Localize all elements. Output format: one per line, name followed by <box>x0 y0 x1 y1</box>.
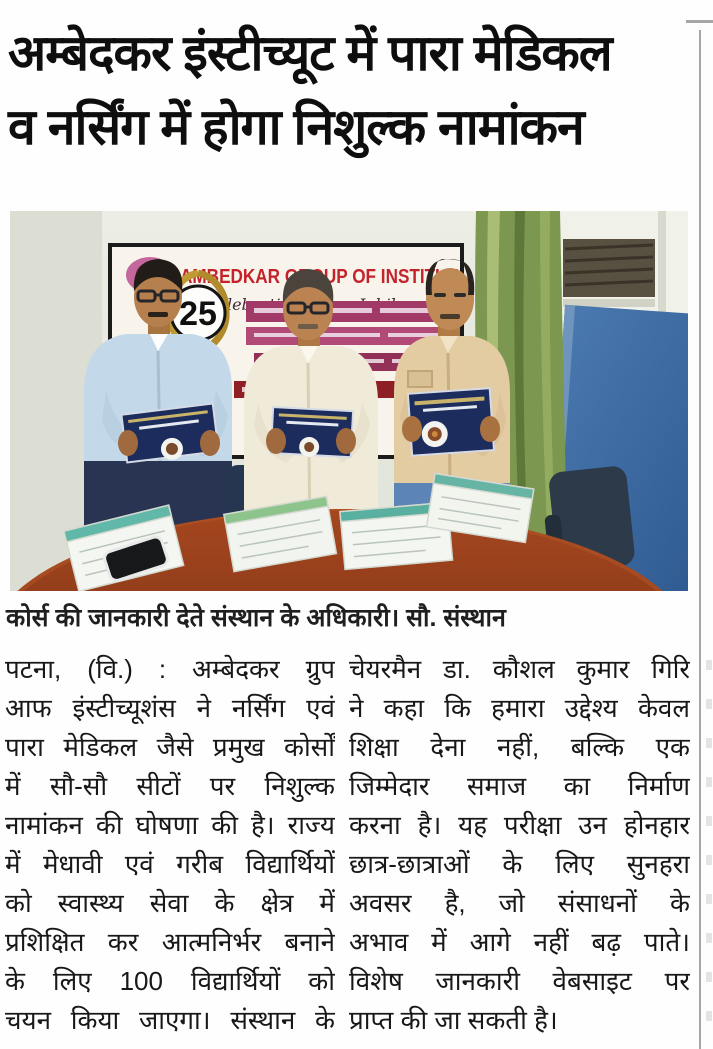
body-line: जिम्मेदार समाज का निर्माण <box>349 771 690 801</box>
body-line: ने कहा कि हमारा उद्देश्य केवल <box>349 693 690 723</box>
adjacent-column-text-sliver <box>706 660 712 1040</box>
body-line: पारा मेडिकल जैसे प्रमुख कोर्सों <box>5 732 335 762</box>
body-line: प्रशिक्षित कर आत्मनिर्भर बनाने <box>5 927 335 957</box>
column-divider-rule <box>699 30 701 1049</box>
body-line: नामांकन की घोषणा की है। राज्य <box>5 810 335 840</box>
photo-caption: कोर्स की जानकारी देते संस्थान के अधिकारी। सौ. संस्थान <box>6 604 506 632</box>
body-line: विशेष जानकारी वेबसाइट पर <box>349 966 690 996</box>
body-line: चयन किया जाएगा। संस्थान के <box>5 1005 335 1035</box>
headline-line-1: अम्बेदकर इंस्टीच्यूट में पारा मेडिकल <box>8 25 612 81</box>
article-column-right <box>349 650 690 1040</box>
body-line: चेयरमैन डा. कौशल कुमार गिरि <box>349 654 690 684</box>
body-line: को स्वास्थ्य सेवा के क्षेत्र में <box>5 888 335 918</box>
body-line: में सौ-सौ सीटों पर निशुल्क <box>5 771 335 801</box>
banner-title: AMBEDKAR OF INSTITUT <box>180 266 458 288</box>
body-line: अभाव में आगे नहीं बढ़ पाते। <box>349 927 690 957</box>
body-line: आफ इंस्टीच्यूशंस ने नर्सिंग एवं <box>5 693 335 723</box>
body-line: प्राप्त की जा सकती है। <box>349 1005 558 1035</box>
body-line: में मेधावी एवं गरीब विद्यार्थियों <box>5 849 335 879</box>
banner-25-number: 25 <box>179 295 217 333</box>
body-line: पटना, (वि.) : अम्बेदकर ग्रुप <box>5 654 335 684</box>
body-line: के लिए 100 विद्यार्थियों को <box>5 966 335 996</box>
headline-line-2: व नर्सिंग में होगा निशुल्क नामांकन <box>8 99 584 155</box>
body-line: शिक्षा देना नहीं, बल्कि एक <box>349 732 690 762</box>
body-line: छात्र-छात्राओं के लिए सुनहरा <box>349 849 690 879</box>
booklet-right <box>408 388 494 456</box>
news-photo <box>10 211 688 591</box>
body-line: करना है। यह परीक्षा उन होनहार <box>349 810 690 840</box>
adjacent-column-rule-top <box>686 20 713 23</box>
body-line: अवसर है, जो संसाधनों के <box>349 888 690 918</box>
article-headline <box>8 16 680 164</box>
article-column-left <box>5 650 335 1040</box>
